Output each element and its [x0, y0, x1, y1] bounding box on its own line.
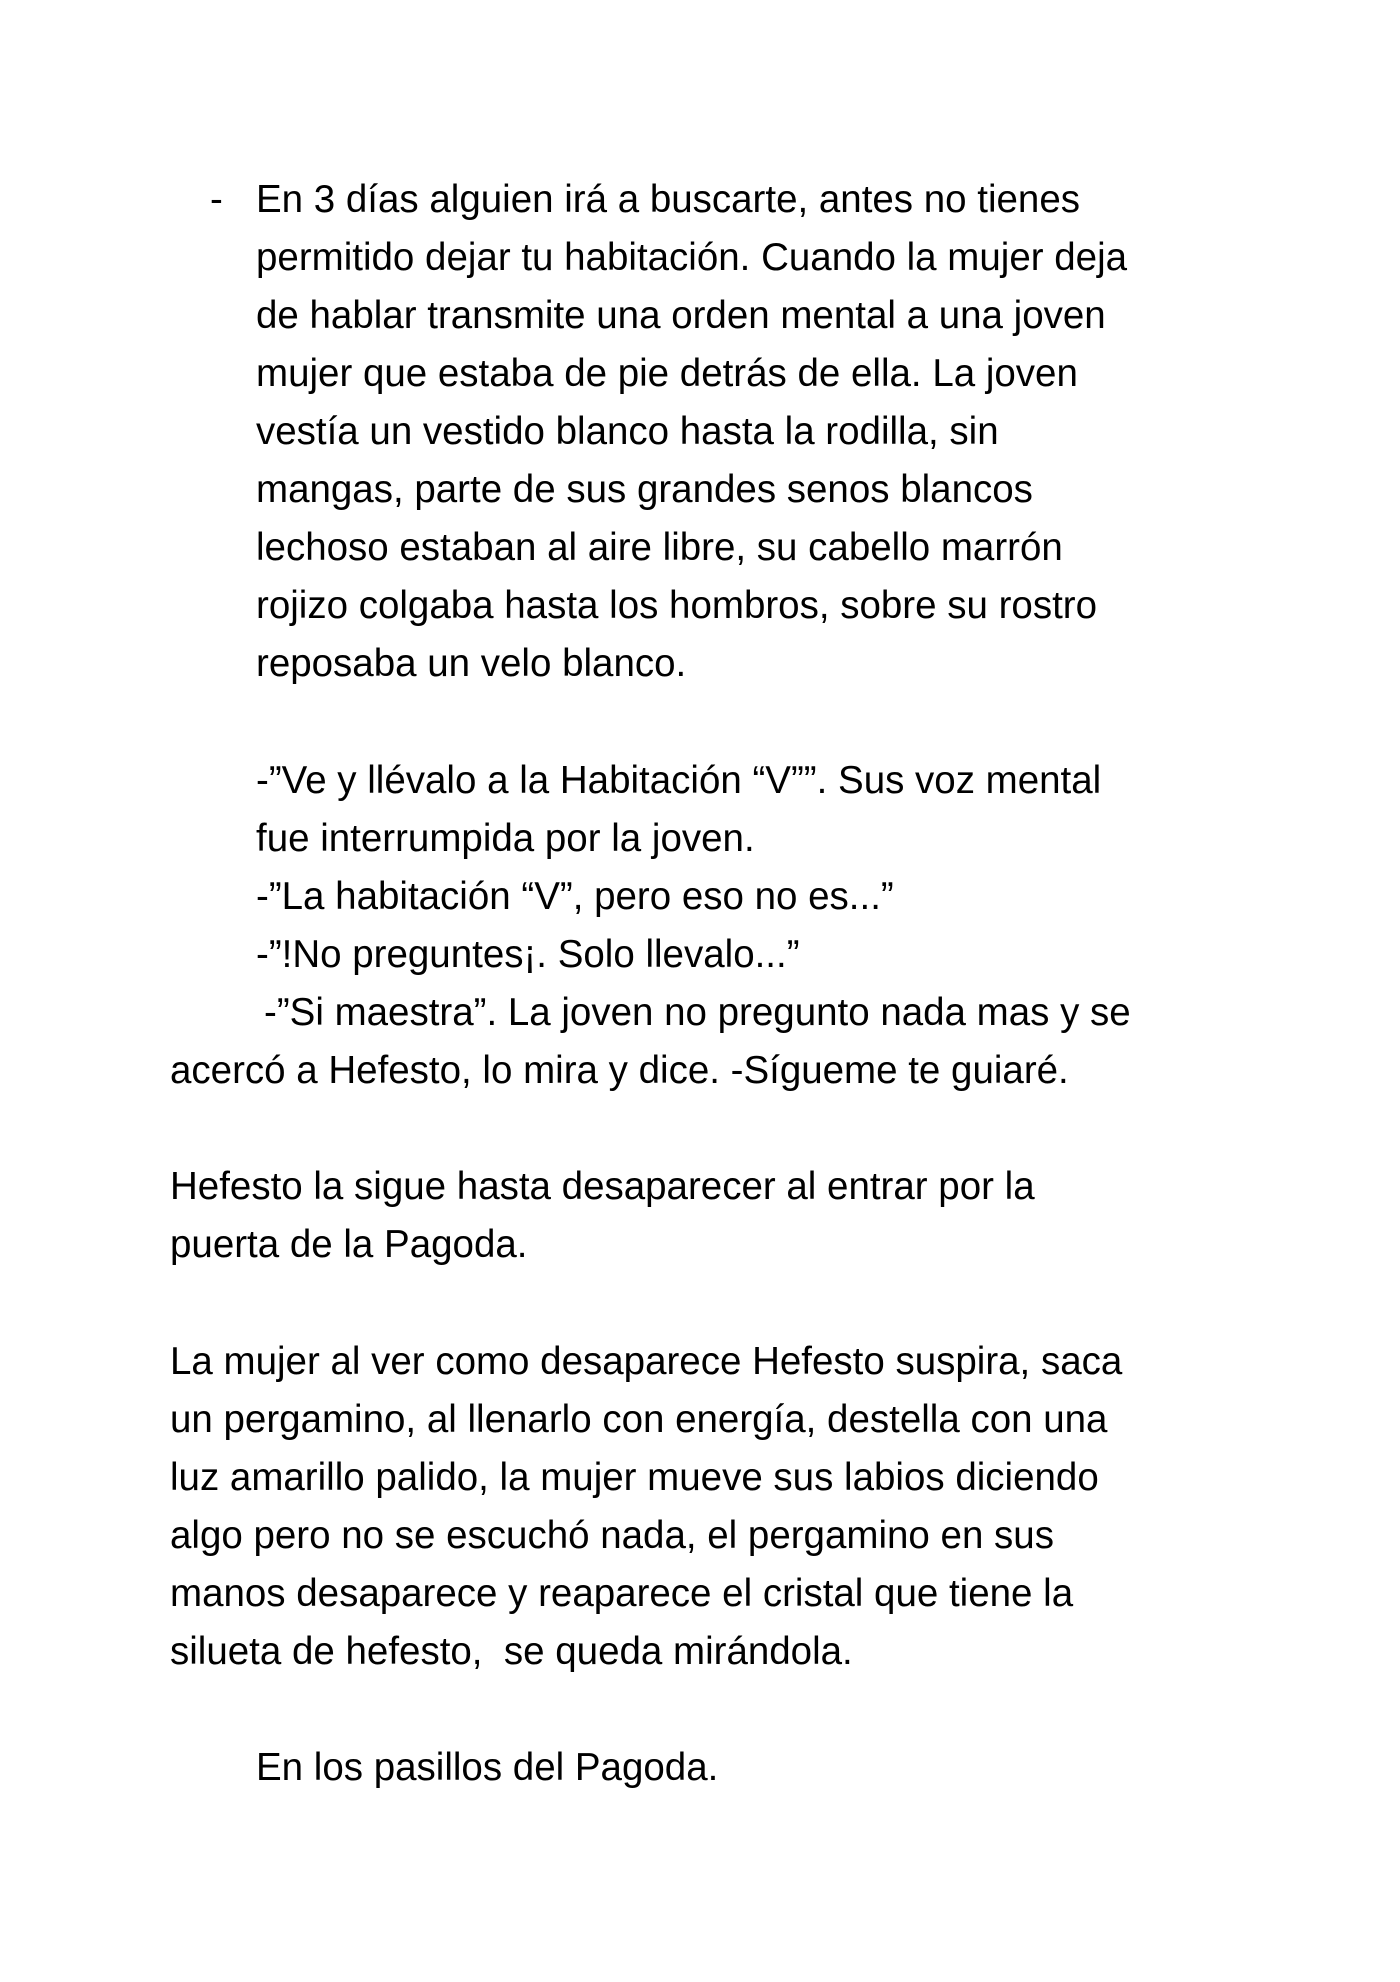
section-heading-line: En los pasillos del Pagoda.: [256, 1746, 719, 1789]
text-line: un pergamino, al llenarlo con energía, destella con una: [170, 1398, 1108, 1441]
text-line: En 3 días alguien irá a buscarte, antes no tienes: [256, 178, 1081, 221]
text-line: permitido dejar tu habitación. Cuando la mujer deja: [256, 236, 1128, 279]
bullet-dash: -: [210, 178, 223, 221]
text-line: Hefesto la sigue hasta desaparecer al entrar por la: [170, 1165, 1035, 1208]
text-line: vestía un vestido blanco hasta la rodilla, sin: [256, 410, 999, 453]
dialogue-line: -”La habitación “V”, pero eso no es...”: [256, 875, 894, 918]
dialogue-line: -”Si maestra”. La joven no pregunto nada mas y se: [264, 991, 1131, 1034]
text-line: mangas, parte de sus grandes senos blancos: [256, 468, 1033, 511]
text-line: mujer que estaba de pie detrás de ella. La joven: [256, 352, 1078, 395]
dialogue-line: -”Ve y llévalo a la Habitación “V””. Sus voz mental: [256, 759, 1102, 802]
dialogue-line: -”!No preguntes¡. Solo llevalo...”: [256, 933, 800, 976]
text-line: de hablar transmite una orden mental a una joven: [256, 294, 1106, 337]
text-line: fue interrumpida por la joven.: [256, 817, 755, 860]
text-line: reposaba un velo blanco.: [256, 642, 687, 685]
text-line: acercó a Hefesto, lo mira y dice. -Sígueme te guiaré.: [170, 1049, 1069, 1092]
text-line: algo pero no se escuchó nada, el pergamino en sus: [170, 1514, 1054, 1557]
text-line: puerta de la Pagoda.: [170, 1223, 528, 1266]
text-line: rojizo colgaba hasta los hombros, sobre su rostro: [256, 584, 1098, 627]
text-line: manos desaparece y reaparece el cristal que tiene la: [170, 1572, 1074, 1615]
text-line: lechoso estaban al aire libre, su cabello marrón: [256, 526, 1063, 569]
text-line: luz amarillo palido, la mujer mueve sus labios diciendo: [170, 1456, 1099, 1499]
text-line: silueta de hefesto, se queda mirándola.: [170, 1630, 853, 1673]
text-line: La mujer al ver como desaparece Hefesto suspira, saca: [170, 1340, 1123, 1383]
